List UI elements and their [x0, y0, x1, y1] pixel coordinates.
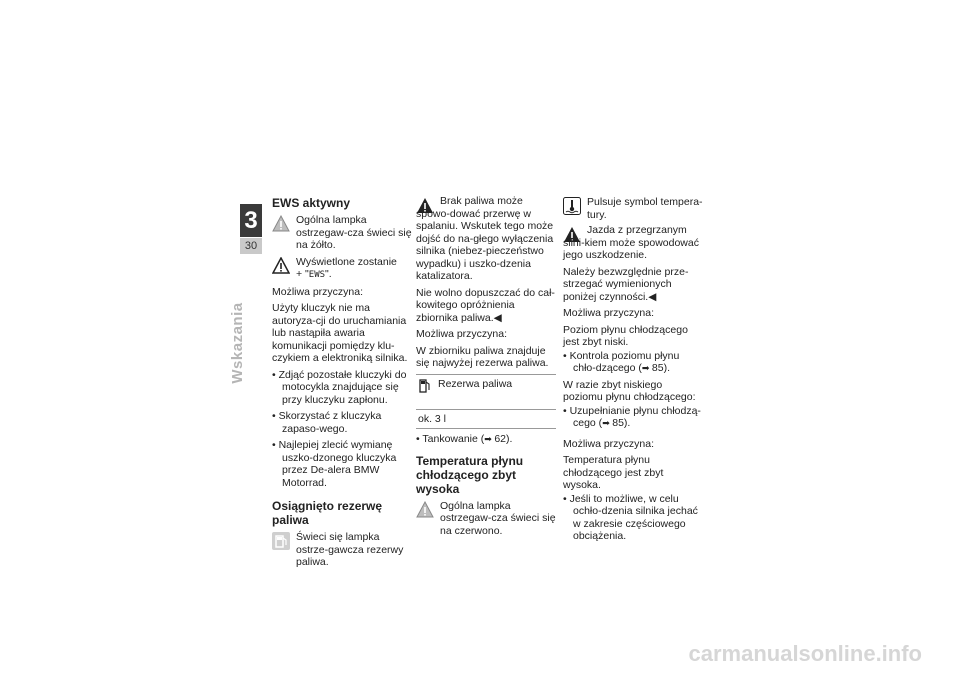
possible-cause-text: W zbiorniku paliwa znajduje się najwyżej rezerwa paliwa. [416, 344, 549, 369]
page-ref-arrow-icon: ➡ [602, 418, 613, 428]
heading-coolant-temp: Temperatura płynu chłodzącego zbyt wysoka [416, 453, 524, 496]
coolant-topup-end: ). [623, 417, 631, 429]
coolant-temperature-icon [563, 197, 581, 215]
possible-cause-label: Możliwa przyczyna: [416, 328, 508, 340]
ews-display-row [272, 256, 412, 282]
fuel-gauge-icon [418, 378, 432, 394]
coolant-check-text: Kontrola poziomu płynu chło-dzącego ( [569, 349, 680, 374]
coolant-topup-step [563, 405, 703, 430]
fuel-reserve-table [416, 374, 556, 430]
fuel-warning-text-2 [416, 287, 556, 325]
general-warning-icon [272, 215, 290, 233]
cooldown-step: • Jeśli to możliwe, w celu ochło-dzenia silnika jechać w zakresie częściowego obciążenia. [563, 493, 703, 543]
page-number: 30 [240, 238, 262, 254]
overheat-warning-text: Jazda z przegrzanym silni-kiem może spowodować jego uszkodzenie. [563, 224, 699, 261]
fuel-warning-text-2-content: Nie wolno dopuszczać do cał-kowitego opróżnienia zbiornika paliwa. [416, 286, 555, 324]
column-1 [272, 196, 412, 573]
overheat-warning-text-2-content: Należy bezwzględnie prze-strzegać wymienionych poniżej czynności. [563, 265, 689, 303]
possible-cause-text: Użyty kluczyk nie ma autoryza-cji do uruchamiania lub nastąpiła awaria komunikacji pomiędzy klu-czykiem a elektroniką silnika. [272, 302, 408, 364]
page-ref-arrow-icon: ➡ [484, 434, 495, 444]
ews-display-a: Wyświetlone zostanie [296, 255, 397, 268]
heading-ews-active: EWS aktywny [272, 196, 351, 210]
refuel-ref: 62 [494, 433, 507, 445]
fuel-warning-text: Brak paliwa może spowo-dować przerwę w spalaniu. Wskutek tego może dojść do na-głego wyłączenia silnika (niebez-pieczeństwo wypadku) i uszko-dzenia katalizatora. [416, 195, 554, 282]
end-marker-icon: ◀ [493, 311, 502, 324]
fuel-lamp-row [272, 531, 412, 569]
chapter-label: Wskazania [229, 302, 246, 384]
coolant-check-ref: 85 [651, 362, 664, 374]
ews-step-3: • Najlepiej zlecić wymianę uszko-dzonego kluczyka przez De-alera BMW Motorrad. [272, 439, 412, 489]
column-3 [563, 196, 703, 547]
coolant-check-end: ). [663, 362, 671, 374]
end-marker-icon: ◀ [648, 290, 657, 303]
possible-cause-label: Możliwa przyczyna: [272, 285, 364, 298]
ews-display-b: + " [296, 268, 309, 280]
overheat-warning-text-2 [563, 266, 703, 304]
ews-step-2: • Skorzystać z kluczyka zapaso-wego. [272, 410, 412, 435]
refuel-end: ). [506, 433, 513, 445]
refuel-text: Tankowanie ( [422, 433, 485, 445]
ews-warning-text: Ogólna lampka ostrzegaw-cza świeci się na żółto. [296, 214, 412, 251]
fuel-pump-icon [272, 532, 290, 550]
temp-pulse-text: Pulsuje symbol tempera-tury. [587, 196, 703, 221]
fuel-reserve-label: Rezerwa paliwa [438, 377, 513, 390]
page-ref-arrow-icon: ➡ [641, 363, 652, 373]
coolant-low-text: W razie zbyt niskiego poziomu płynu chłodzącego: [563, 378, 696, 403]
temp-warning-row [416, 500, 556, 538]
coolant-check-step [563, 350, 703, 375]
refuel-step [416, 433, 556, 446]
coolant-topup-ref: 85 [612, 417, 624, 429]
fuel-reserve-value-cell [416, 409, 556, 429]
possible-cause-label-2: Możliwa przyczyna: [563, 437, 655, 450]
column-2 [416, 196, 556, 541]
possible-cause-label-1: Możliwa przyczyna: [563, 307, 655, 319]
coolant-topup-text: Uzupełnianie płynu chłodzą-cego ( [569, 404, 701, 429]
heading-fuel-reserve: Osiągnięto rezerwę paliwa [272, 499, 383, 527]
general-warning-icon [416, 501, 434, 519]
ews-display-text [296, 256, 412, 282]
possible-cause-text-1: Poziom płynu chłodzącego jest zbyt niski. [563, 323, 688, 348]
warning-triangle-icon [272, 257, 290, 275]
fuel-reserve-label-cell [416, 374, 556, 409]
fuel-reserve-value: ok. 3 l [418, 412, 447, 425]
watermark: carmanualsonline.info [688, 641, 922, 666]
ews-warning-row [272, 214, 412, 252]
temp-symbol-row [563, 196, 703, 221]
ews-display-c: ". [325, 268, 332, 280]
fuel-lamp-text: Świeci się lampka ostrze-gawcza rezerwy paliwa. [296, 531, 404, 568]
possible-cause-text-2: Temperatura płynu chłodzącego jest zbyt wysoka. [563, 454, 664, 491]
ews-code: EWS [308, 270, 326, 280]
ews-step-1: • Zdjąć pozostałe kluczyki do motocykla znajdujące się przy kluczyku zapłonu. [272, 369, 412, 407]
chapter-number: 3 [240, 204, 262, 237]
temp-warning-text: Ogólna lampka ostrzegaw-cza świeci się na czerwono. [440, 499, 556, 537]
